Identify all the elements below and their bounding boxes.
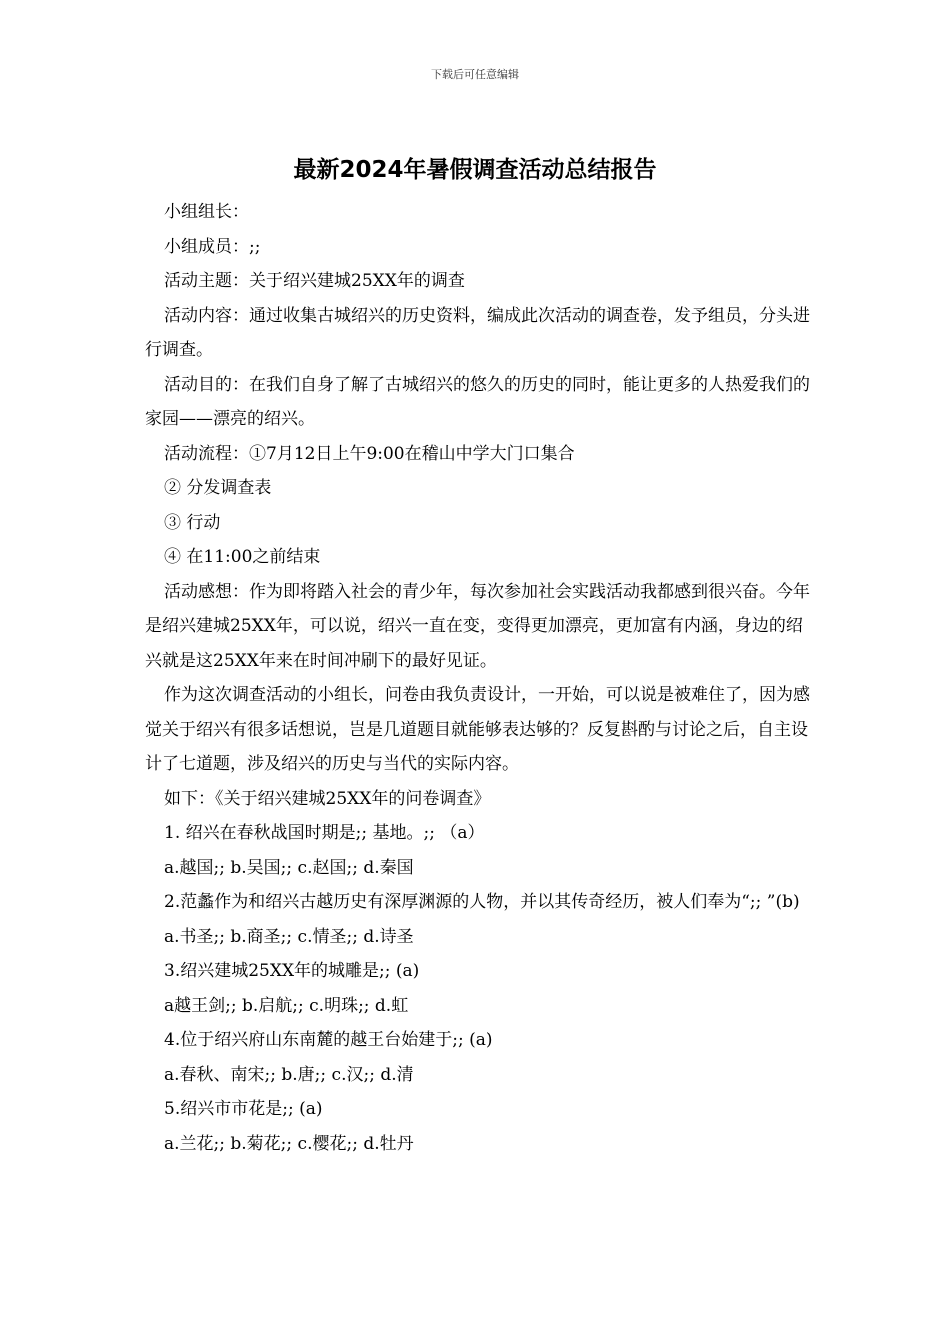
paragraph: 2.范蠡作为和绍兴古越历史有深厚渊源的人物，并以其传奇经历，被人们奉为“;; ”(b) (164, 892, 800, 912)
paragraph: 活动流程：①7月12日上午9:00在稽山中学大门口集合 (164, 443, 575, 464)
paragraph: 3.绍兴建城25XX年的城雕是;; (a) (164, 961, 420, 981)
paragraph: 作为这次调查活动的小组长，问卷由我负责设计，一开始，可以说是被难住了，因为感觉关于绍兴有很多话想说，岂是几道题目就能够表达够的？反复斟酌与讨论之后，自主设计了七道题，涉及绍兴的历史与当代的实际内容。 (145, 685, 810, 774)
document-body (145, 195, 810, 1161)
paragraph: 1. 绍兴在春秋战国时期是;; 基地。;; （a） (164, 823, 485, 843)
paragraph: ③ 行动 (164, 512, 221, 533)
paragraph: 如下：《关于绍兴建城25XX年的问卷调查》 (164, 788, 491, 809)
paragraph: 活动内容：通过收集古城绍兴的历史资料，编成此次活动的调查卷，发予组员，分头进行调查。 (145, 305, 810, 360)
paragraph: 活动感想：作为即将踏入社会的青少年，每次参加社会实践活动我都感到很兴奋。今年是绍兴建城25XX年，可以说，绍兴一直在变，变得更加漂亮，更加富有内涵，身边的绍兴就是这25XX年来在时间冲刷下的最好见证。 (145, 581, 810, 671)
paragraph: 4.位于绍兴府山东南麓的越王台始建于;; (a) (164, 1030, 493, 1050)
paragraph: a.兰花;; b.菊花;; c.樱花;; d.牡丹 (164, 1133, 414, 1154)
paragraph: a越王剑;; b.启航;; c.明珠;; d.虹 (164, 995, 409, 1016)
paragraph: ④ 在11:00之前结束 (164, 547, 321, 567)
paragraph: a.春秋、南宋;; b.唐;; c.汉;; d.清 (164, 1064, 414, 1085)
paragraph: 活动目的：在我们自身了解了古城绍兴的悠久的历史的同时，能让更多的人热爱我们的家园——漂亮的绍兴。 (145, 374, 810, 429)
paragraph: ② 分发调查表 (164, 478, 272, 498)
paragraph: 小组组长： (164, 202, 249, 222)
document-title: 最新2024年暑假调查活动总结报告 (293, 157, 657, 183)
paragraph: a.越国;; b.吴国;; c.赵国;; d.秦国 (164, 857, 414, 878)
paragraph: 5.绍兴市市花是;; (a) (164, 1099, 323, 1119)
page-header: 下载后可任意编辑 (431, 68, 519, 81)
paragraph: a.书圣;; b.商圣;; c.情圣;; d.诗圣 (164, 926, 414, 947)
paragraph: 活动主题：关于绍兴建城25XX年的调查 (164, 271, 465, 291)
paragraph: 小组成员：;; (164, 236, 261, 257)
